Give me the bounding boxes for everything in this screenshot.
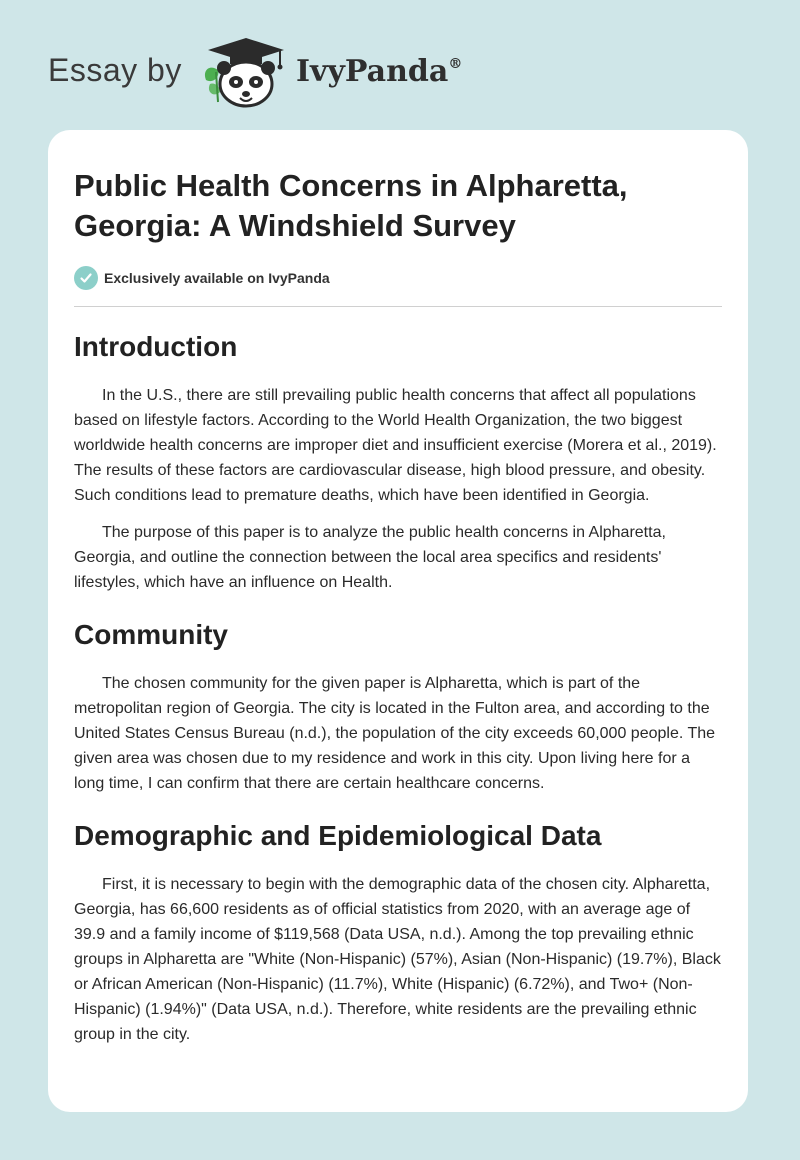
- section-heading-community: Community: [74, 619, 228, 650]
- essay-card: [48, 130, 748, 1112]
- page-title: Public Health Concerns in Alpharetta, Georgia: A Windshield Survey: [74, 168, 628, 243]
- site-header: [0, 0, 800, 130]
- paragraph: The purpose of this paper is to analyze the public health concerns in Alpharetta, Georgia, and outline the connection between the local area specifics and residents' lifestyles, which have an influence on Health.: [74, 524, 666, 591]
- paragraph: The chosen community for the given paper is Alpharetta, which is part of the metropolitan region of Georgia. The city is located in the Fulton area, and according to the United States Census Bureau (n.d.), the population of the city exceeds 60,000 people. The given area was chosen due to my residence and work in this city. Upon living here for a long time, I can confirm that there are certain healthcare concerns.: [74, 675, 716, 792]
- divider: [74, 306, 722, 307]
- registered-mark: ®: [448, 56, 463, 72]
- checkmark-icon: [74, 266, 98, 290]
- brand-name[interactable]: [296, 54, 462, 89]
- paragraph: First, it is necessary to begin with the demographic data of the chosen city. Alpharetta, Georgia, has 66,600 residents as of official statistics from 2020, with an average age of 39.9 and a family income of $119,568 (Data USA, n.d.). Among the top prevailing ethnic groups in Alpharetta are "White (Non-Hispanic) (57%), Asian (Non-Hispanic) (19.7%), Black or African American (Non-Hispanic) (11.7%), White (Hispanic) (6.72%), and Two+ (Non-Hispanic) (1.94%)" (Data USA, n.d.). Therefore, white residents are the prevailing ethnic group in the city.: [74, 876, 721, 1043]
- brand-name-text: IvyPanda: [296, 54, 449, 89]
- badge-label: Exclusively available on IvyPanda: [104, 270, 330, 286]
- section-heading-demographic-data: Demographic and Epidemiological Data: [74, 820, 602, 851]
- panda-logo-icon[interactable]: [200, 36, 292, 110]
- exclusive-badge: [74, 264, 722, 292]
- section-heading-introduction: Introduction: [74, 331, 238, 362]
- essay-by-label: Essay by: [48, 52, 182, 88]
- paragraph: In the U.S., there are still prevailing public health concerns that affect all populations based on lifestyle factors. According to the World Health Organization, the two biggest worldwide health concerns are improper diet and insufficient exercise (Morera et al., 2019). The results of these factors are cardiovascular disease, high blood pressure, and obesity. Such conditions lead to premature deaths, which have been identified in Georgia.: [74, 387, 717, 504]
